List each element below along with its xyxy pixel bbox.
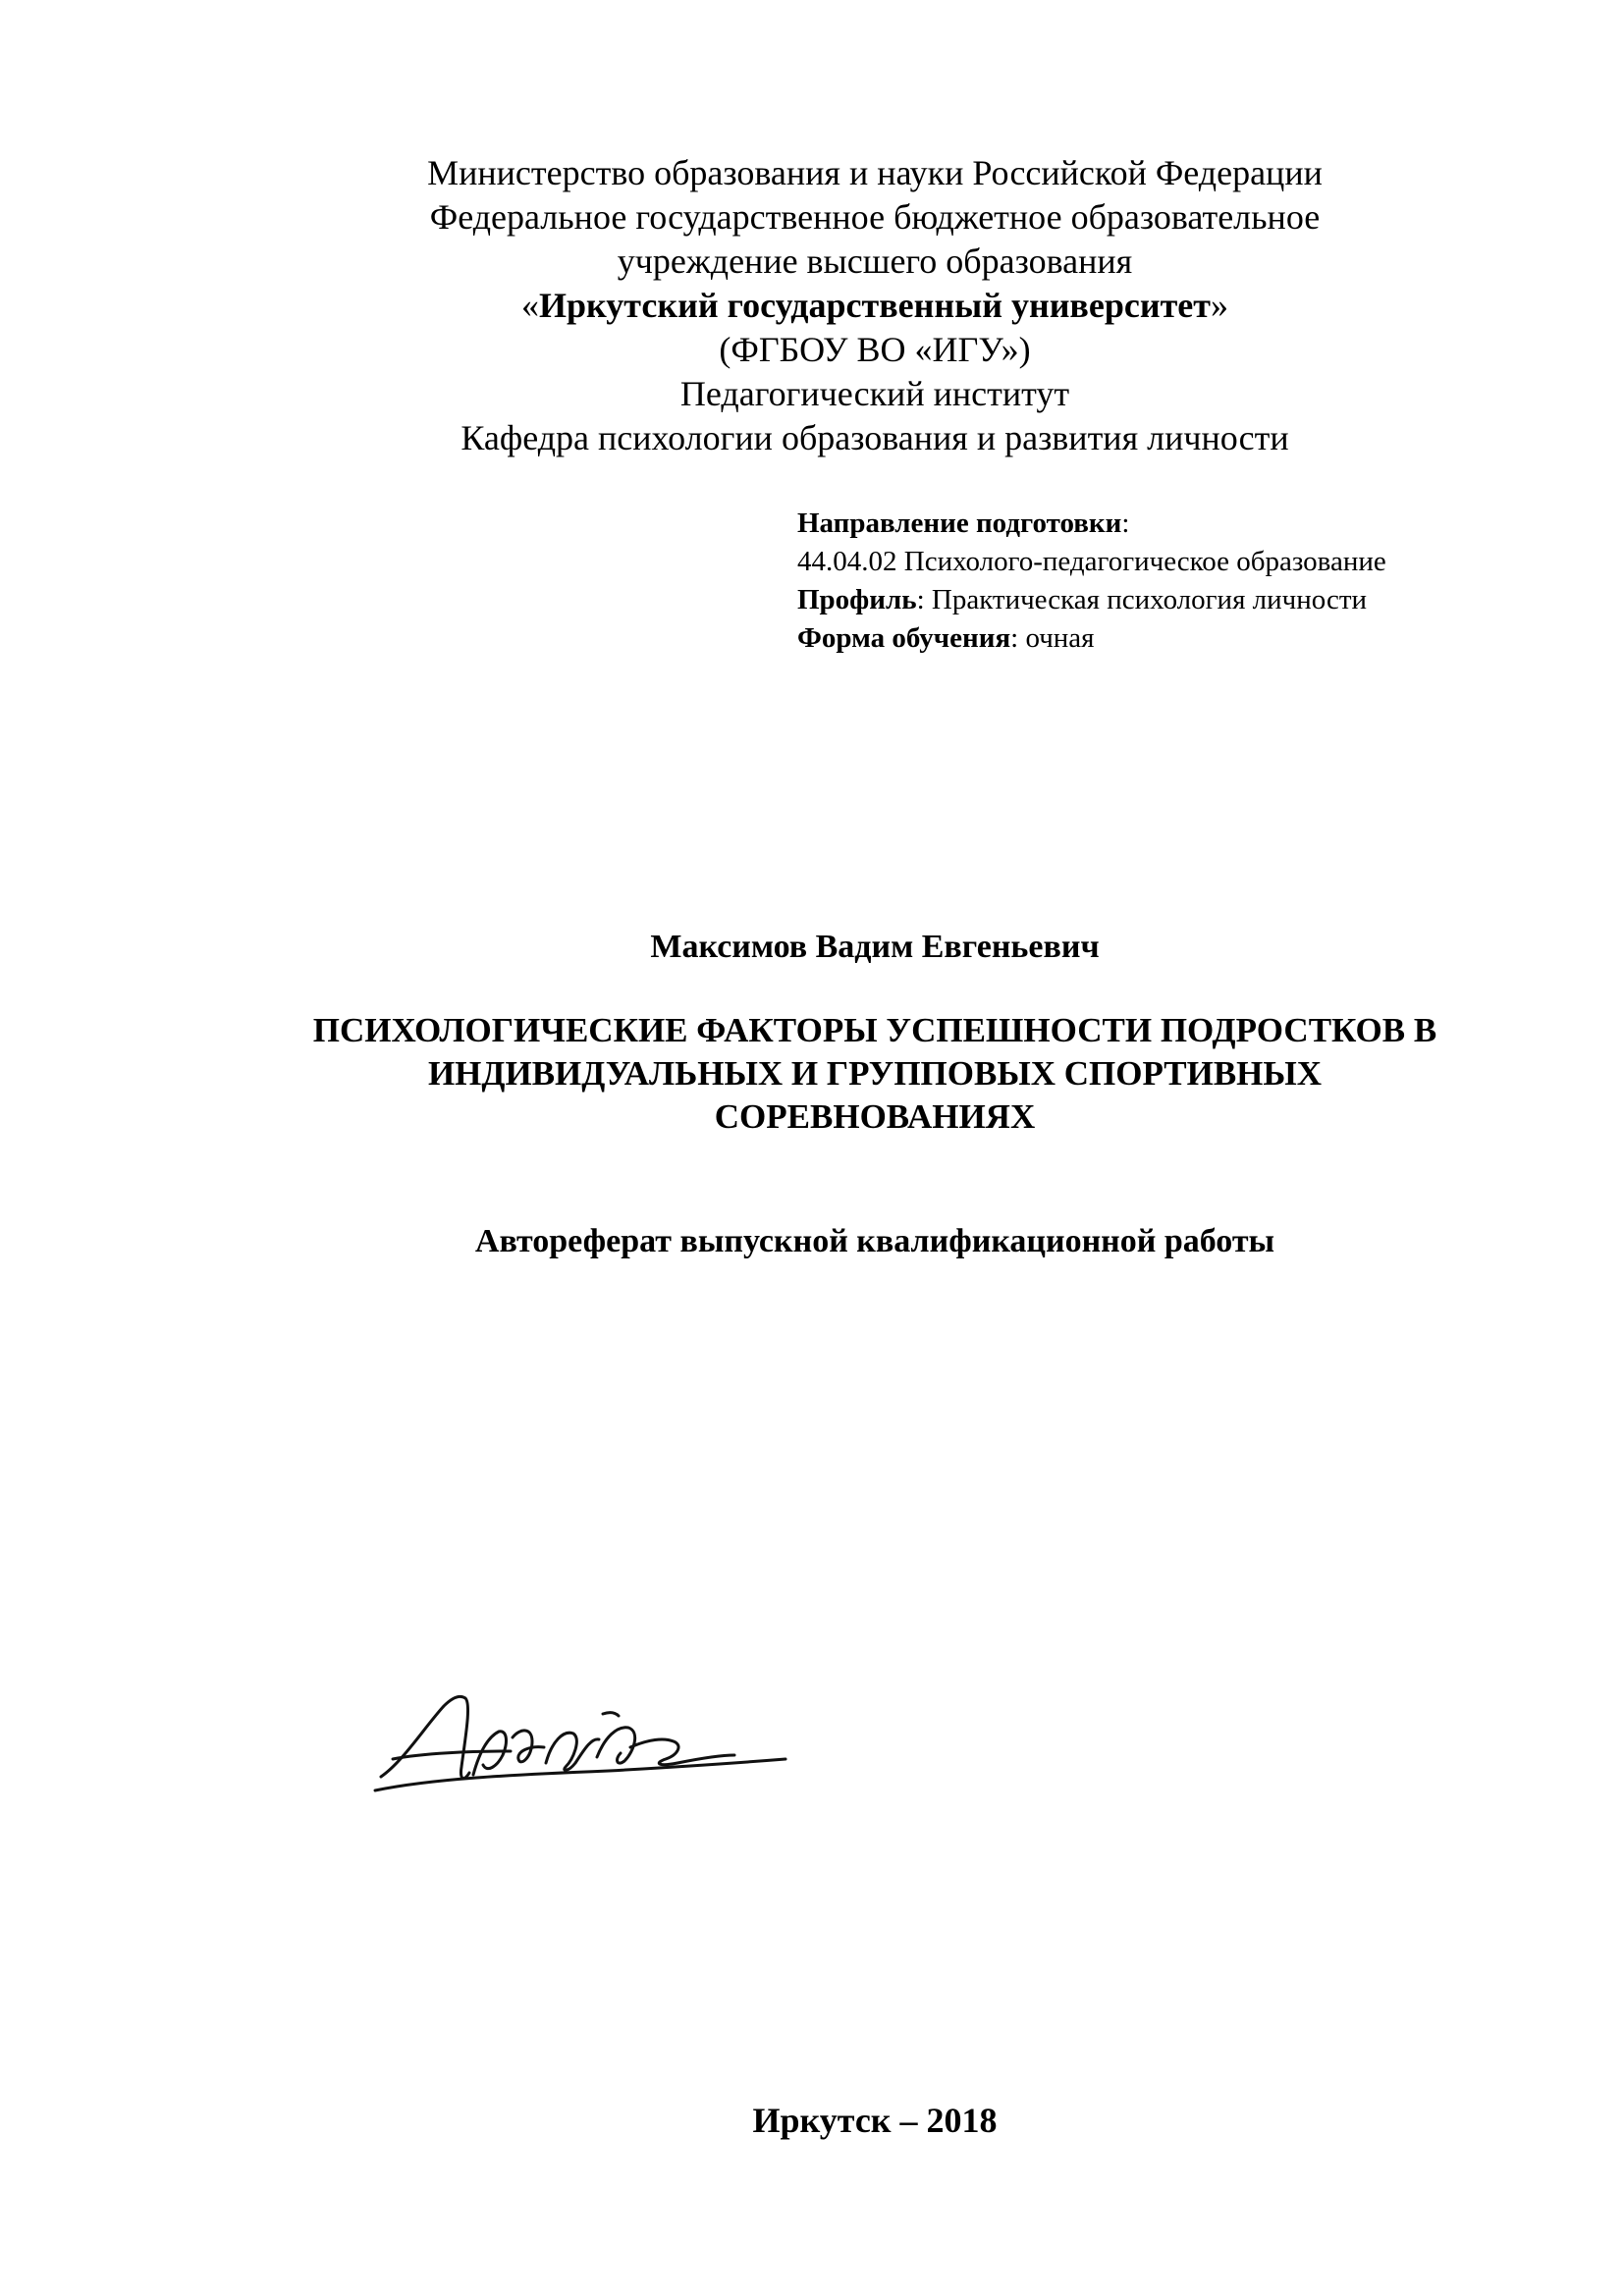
profile-value: : Практическая психология личности bbox=[916, 584, 1368, 615]
quote-close: » bbox=[1210, 286, 1228, 325]
institution-header bbox=[0, 151, 1624, 460]
direction-label: Направление подготовки bbox=[797, 507, 1122, 539]
thesis-title-line-2: ИНДИВИДУАЛЬНЫХ И ГРУППОВЫХ СПОРТИВНЫХ bbox=[427, 1054, 1323, 1093]
institution-line-2: учреждение высшего образования bbox=[617, 241, 1133, 281]
city-year: Иркутск – 2018 bbox=[752, 2101, 998, 2140]
study-form-label: Форма обучения bbox=[797, 622, 1011, 654]
thesis-title bbox=[0, 1009, 1624, 1139]
department-line: Кафедра психологии образования и развития личности bbox=[460, 418, 1289, 457]
university-abbreviation: (ФГБОУ ВО «ИГУ») bbox=[719, 330, 1031, 369]
direction-label-suffix: : bbox=[1121, 507, 1130, 539]
quote-open: « bbox=[521, 286, 540, 325]
profile-line bbox=[797, 581, 1386, 619]
thesis-title-line-3: СОРЕВНОВАНИЯХ bbox=[714, 1097, 1036, 1136]
handwritten-signature-icon bbox=[363, 1669, 805, 1816]
study-direction-block bbox=[797, 505, 1386, 658]
study-form-value: : очная bbox=[1010, 622, 1095, 654]
ministry-line: Министерство образования и науки Российской Федерации bbox=[427, 153, 1323, 192]
institute-line: Педагогический институт bbox=[679, 374, 1070, 413]
author-name: Максимов Вадим Евгеньевич bbox=[650, 929, 1100, 965]
direction-value: 44.04.02 Психолого-педагогическое образование bbox=[797, 546, 1386, 577]
university-line bbox=[0, 284, 1624, 328]
university-name: Иркутский государственный университет bbox=[539, 286, 1211, 325]
thesis-title-line-1: ПСИХОЛОГИЧЕСКИЕ ФАКТОРЫ УСПЕШНОСТИ ПОДРОСТКОВ В bbox=[312, 1011, 1437, 1049]
direction-label-line bbox=[797, 505, 1386, 543]
profile-label: Профиль bbox=[797, 584, 917, 615]
document-type: Автореферат выпускной квалификационной работы bbox=[474, 1223, 1275, 1259]
study-form-line bbox=[797, 619, 1386, 658]
institution-line-1: Федеральное государственное бюджетное образовательное bbox=[429, 197, 1321, 237]
